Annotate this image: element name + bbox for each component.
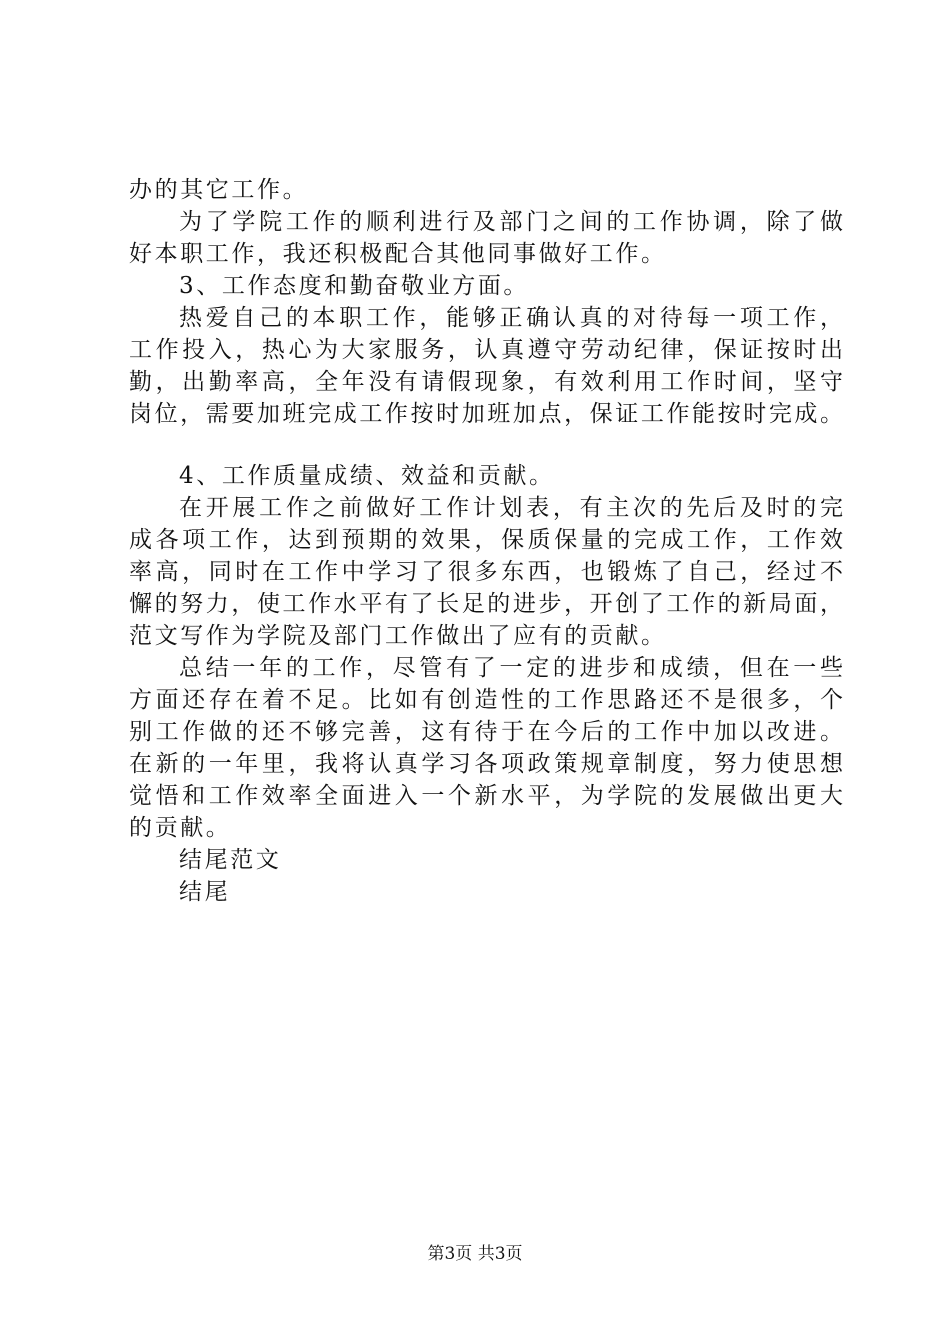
paragraph-line: 工作投入，热心为大家服务，认真遵守劳动纪律，保证按时出 <box>129 337 843 363</box>
section-heading: 4、工作质量成绩、效益和贡献。 <box>179 463 555 489</box>
paragraph-line: 的贡献。 <box>129 815 232 841</box>
paragraph-line: 办的其它工作。 <box>129 177 309 203</box>
section-heading: 3、工作态度和勤奋敬业方面。 <box>179 273 530 299</box>
closing-line: 结尾 <box>179 879 231 905</box>
page-number-footer: 第3页 共3页 <box>427 1244 523 1264</box>
paragraph-line: 懈的努力，使工作水平有了长足的进步，开创了工作的新局面， <box>129 591 843 617</box>
paragraph-line: 成各项工作，达到预期的效果，保质保量的完成工作，工作效 <box>129 527 843 553</box>
paragraph-line: 率高，同时在工作中学习了很多东西，也锻炼了自己，经过不 <box>129 559 843 585</box>
paragraph-line: 在新的一年里，我将认真学习各项政策规章制度，努力使思想 <box>129 751 843 777</box>
paragraph-line: 好本职工作，我还积极配合其他同事做好工作。 <box>129 241 667 267</box>
paragraph-line: 别工作做的还不够完善，这有待于在今后的工作中加以改进。 <box>129 719 843 745</box>
paragraph-line: 热爱自己的本职工作，能够正确认真的对待每一项工作， <box>179 305 843 331</box>
paragraph-line: 岗位，需要加班完成工作按时加班加点，保证工作能按时完成。 <box>129 401 843 427</box>
closing-line: 结尾范文 <box>179 847 282 873</box>
paragraph-line: 觉悟和工作效率全面进入一个新水平，为学院的发展做出更大 <box>129 783 843 809</box>
document-body <box>129 174 843 908</box>
paragraph-line: 勤，出勤率高，全年没有请假现象，有效利用工作时间，坚守 <box>129 369 843 395</box>
paragraph-line: 为了学院工作的顺利进行及部门之间的工作协调，除了做 <box>179 209 843 235</box>
paragraph-gap <box>129 430 843 460</box>
paragraph-line: 在开展工作之前做好工作计划表，有主次的先后及时的完 <box>179 495 843 521</box>
paragraph-line: 范文写作为学院及部门工作做出了应有的贡献。 <box>129 623 667 649</box>
paragraph-line: 总结一年的工作，尽管有了一定的进步和成绩，但在一些 <box>179 655 843 681</box>
paragraph-line: 方面还存在着不足。比如有创造性的工作思路还不是很多，个 <box>129 687 843 713</box>
